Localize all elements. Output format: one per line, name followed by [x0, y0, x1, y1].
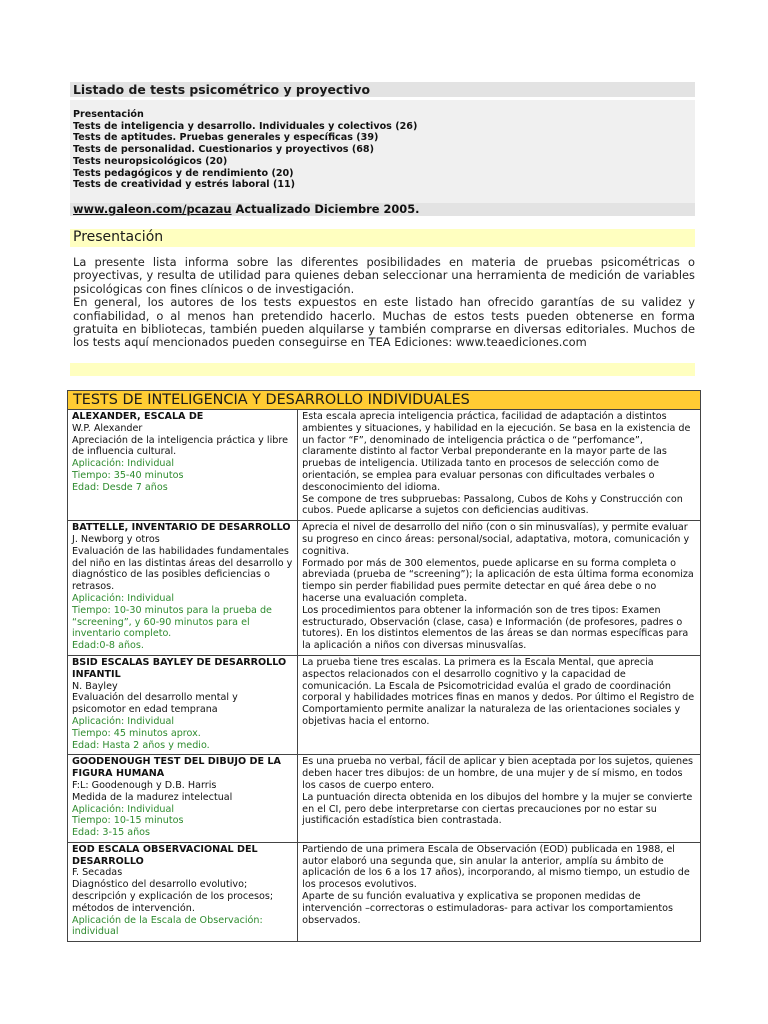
separator-strip	[70, 363, 695, 376]
test-info-cell	[68, 655, 298, 754]
test-description: Es una prueba no verbal, fácil de aplicar y bien aceptada por los sujetos, quienes deben hacer tres dibujos: de un hombre, de una mujer y de sí mismo, en todos los casos de cuerpo entero.	[302, 756, 694, 791]
document-title: Listado de tests psicométrico y proyectivo	[73, 82, 370, 97]
test-info-cell	[68, 755, 298, 843]
test-description: Aparte de su función evaluativa y explicativa se proponen medidas de intervención –correctoras o estimuladoras- para activar los comportamientos observados.	[302, 891, 673, 926]
test-info-cell	[68, 521, 298, 656]
test-description: La puntuación directa obtenida en los dibujos del hombre y la mujer se convierte en el CI, pero debe interpretarse con ciertas precauciones por no estar su justificación estadística bien contrastada.	[302, 791, 693, 827]
toc-item[interactable]: Tests de personalidad. Cuestionarios y proyectivos (68)	[73, 144, 374, 156]
test-description-cell	[298, 842, 701, 941]
toc-item[interactable]: Tests de inteligencia y desarrollo. Individuales y colectivos (26)	[73, 120, 418, 132]
site-line	[73, 202, 419, 216]
test-application: Aplicación de la Escala de Observación: individual	[72, 914, 263, 938]
toc-item[interactable]: Tests pedagógicos y de rendimiento (20)	[73, 167, 294, 179]
test-name: BATTELLE, INVENTARIO DE DESARROLLO	[72, 522, 291, 534]
test-detail: F:L: Goodenough y D.B. Harris	[72, 779, 217, 791]
test-application: Tiempo: 45 minutos aprox.	[72, 727, 201, 739]
table-header-row	[68, 391, 701, 410]
test-detail: J. Newborg y otros	[72, 533, 160, 545]
test-application: Aplicación: Individual	[72, 592, 175, 604]
test-application: Edad: Hasta 2 años y medio.	[72, 739, 210, 751]
test-detail: Evaluación de las habilidades fundamentales del niño en las distintas áreas del desarrollo y diagnóstico de las posibles deficiencias o retrasos.	[72, 545, 293, 593]
table-row	[68, 755, 701, 843]
site-link[interactable]: www.galeon.com/pcazau	[73, 202, 232, 216]
test-detail: Medida de la madurez intelectual	[72, 791, 233, 803]
test-description-cell	[298, 655, 701, 754]
test-description: Aprecia el nivel de desarrollo del niño (con o sin minusvalías), y permite evaluar su progreso en cinco áreas: personal/social, adaptativa, motora, comunicación y cognitiva.	[302, 522, 690, 557]
toc-item[interactable]: Presentación	[73, 109, 144, 120]
test-application: Aplicación: Individual	[72, 715, 175, 727]
toc-item[interactable]: Tests de creatividad y estrés laboral (11)	[73, 179, 296, 191]
test-name: ALEXANDER, ESCALA DE	[72, 411, 204, 422]
table-of-contents	[73, 109, 417, 191]
test-detail: W.P. Alexander	[72, 422, 143, 434]
paragraph: En general, los autores de los tests expuestos en este listado han ofrecido garantías de su validez y confiabilidad, o al menos han pretendido hacerlo. Muchas de estos tests pueden obtenerse en forma gratuita en bibliotecas, también pueden alquilarse y también comprarse en diversas editoriales. Muchos de los tests aquí mencionados pueden conseguirse en TEA Ediciones: www.teaediciones.com	[73, 295, 695, 350]
table-row	[68, 521, 701, 656]
test-description-cell	[298, 521, 701, 656]
test-application: Edad: 3-15 años	[72, 827, 151, 839]
test-description-cell	[298, 410, 701, 521]
presentation-bar	[70, 229, 695, 247]
test-detail: F. Secadas	[72, 867, 123, 879]
test-detail: N. Bayley	[72, 680, 118, 692]
updated-date: Actualizado Diciembre 2005.	[235, 202, 420, 216]
table-row	[68, 410, 701, 521]
test-application: Tiempo: 10-15 minutos	[72, 815, 184, 827]
test-description: Los procedimientos para obtener la información son de tres tipos: Examen estructurado, Observación (clase, casa) e Información (de profesores, padres o tutores). En los distintos elementos de las áreas se dan normas específicas para la aplicación a niños con diversas minusvalías.	[302, 604, 689, 652]
test-description-cell	[298, 755, 701, 843]
table-row	[68, 842, 701, 941]
test-description: La prueba tiene tres escalas. La primera es la Escala Mental, que aprecia aspectos relacionados con el desarrollo cognitivo y la capacidad de comunicación. La Escala de Psicomotricidad evalúa el grado de coordinación corporal y habilidades motrices finas en manos y dedos. Por último el Registro de Comportamiento permite analizar la naturaleza de las orientaciones sociales y objetivas hacia el entorno.	[302, 656, 695, 727]
test-application: Tiempo: 10-30 minutos para la prueba de “screening”, y 60-90 minutos para el inventario completo.	[72, 604, 272, 640]
test-detail: Apreciación de la inteligencia práctica y libre de influencia cultural.	[72, 434, 288, 458]
test-description: Partiendo de una primera Escala de Observación (EOD) publicada en 1988, el autor elaboró una segunda que, sin anular la anterior, amplía su ámbito de aplicación de los 6 a los 17 años), incorporando, al mismo tiempo, un estudio de los procesos evolutivos.	[302, 843, 690, 891]
test-info-cell	[68, 842, 298, 941]
presentation-title: Presentación	[73, 229, 164, 245]
test-application: Aplicación: Individual	[72, 458, 175, 470]
test-name: GOODENOUGH TEST DEL DIBUJO DE LA FIGURA HUMANA	[72, 756, 281, 780]
test-description: Formado por más de 300 elementos, puede aplicarse en su forma completa o abreviada (prueba de “screening”); la aplicación de esta última forma economiza tiempo sin perder fiabilidad pues permite detectar en qué área debe o no hacerse una evaluación completa.	[302, 557, 694, 604]
test-name: BSID ESCALAS BAYLEY DE DESARROLLO INFANTIL	[72, 656, 287, 680]
test-detail: Diagnóstico del desarrollo evolutivo; descripción y explicación de los procesos; métodos de intervención.	[72, 879, 274, 914]
test-application: Edad: Desde 7 años	[72, 481, 168, 493]
test-description: Esta escala aprecia inteligencia práctica, facilidad de adaptación a distintos ambientes y situaciones, y habilidad en la ejecución. Se basa en la existencia de un factor “F”, denominado de inteligencia práctica o de “perfomance”, claramente distinto al factor Verbal preponderante en la mayor parte de las pruebas de inteligencia. Utilizada tanto en procesos de selección como de orientación, se emplea para evaluar personas con dificultades verbales o desconocimiento del idioma.	[302, 411, 691, 493]
table-row	[68, 655, 701, 754]
test-application: Tiempo: 35-40 minutos	[72, 469, 184, 481]
table-title: TESTS DE INTELIGENCIA Y DESARROLLO INDIVIDUALES	[68, 391, 701, 410]
toc-item[interactable]: Tests neuropsicológicos (20)	[73, 155, 228, 167]
paragraph: La presente lista informa sobre las diferentes posibilidades en materia de pruebas psicométricas o proyectivas, y resulta de utilidad para quienes deban seleccionar una herramienta de medición de variables psicológicas con fines clínicos o de investigación.	[73, 255, 695, 296]
test-detail: Evaluación del desarrollo mental y psicomotor en edad temprana	[72, 692, 238, 716]
test-info-cell	[68, 410, 298, 521]
test-name: EOD ESCALA OBSERVACIONAL DEL DESARROLLO	[72, 843, 258, 867]
test-description: Se compone de tres subpruebas: Passalong, Cubos de Kohs y Construcción con cubos. Puede aplicarse a sujetos con deficiencias auditivas.	[302, 493, 683, 517]
tests-table	[67, 390, 701, 942]
toc-item[interactable]: Tests de aptitudes. Pruebas generales y específicas (39)	[73, 132, 379, 144]
presentation-text	[73, 256, 695, 350]
test-application: Edad:0-8 años.	[72, 640, 144, 652]
test-application: Aplicación: Individual	[72, 803, 175, 815]
